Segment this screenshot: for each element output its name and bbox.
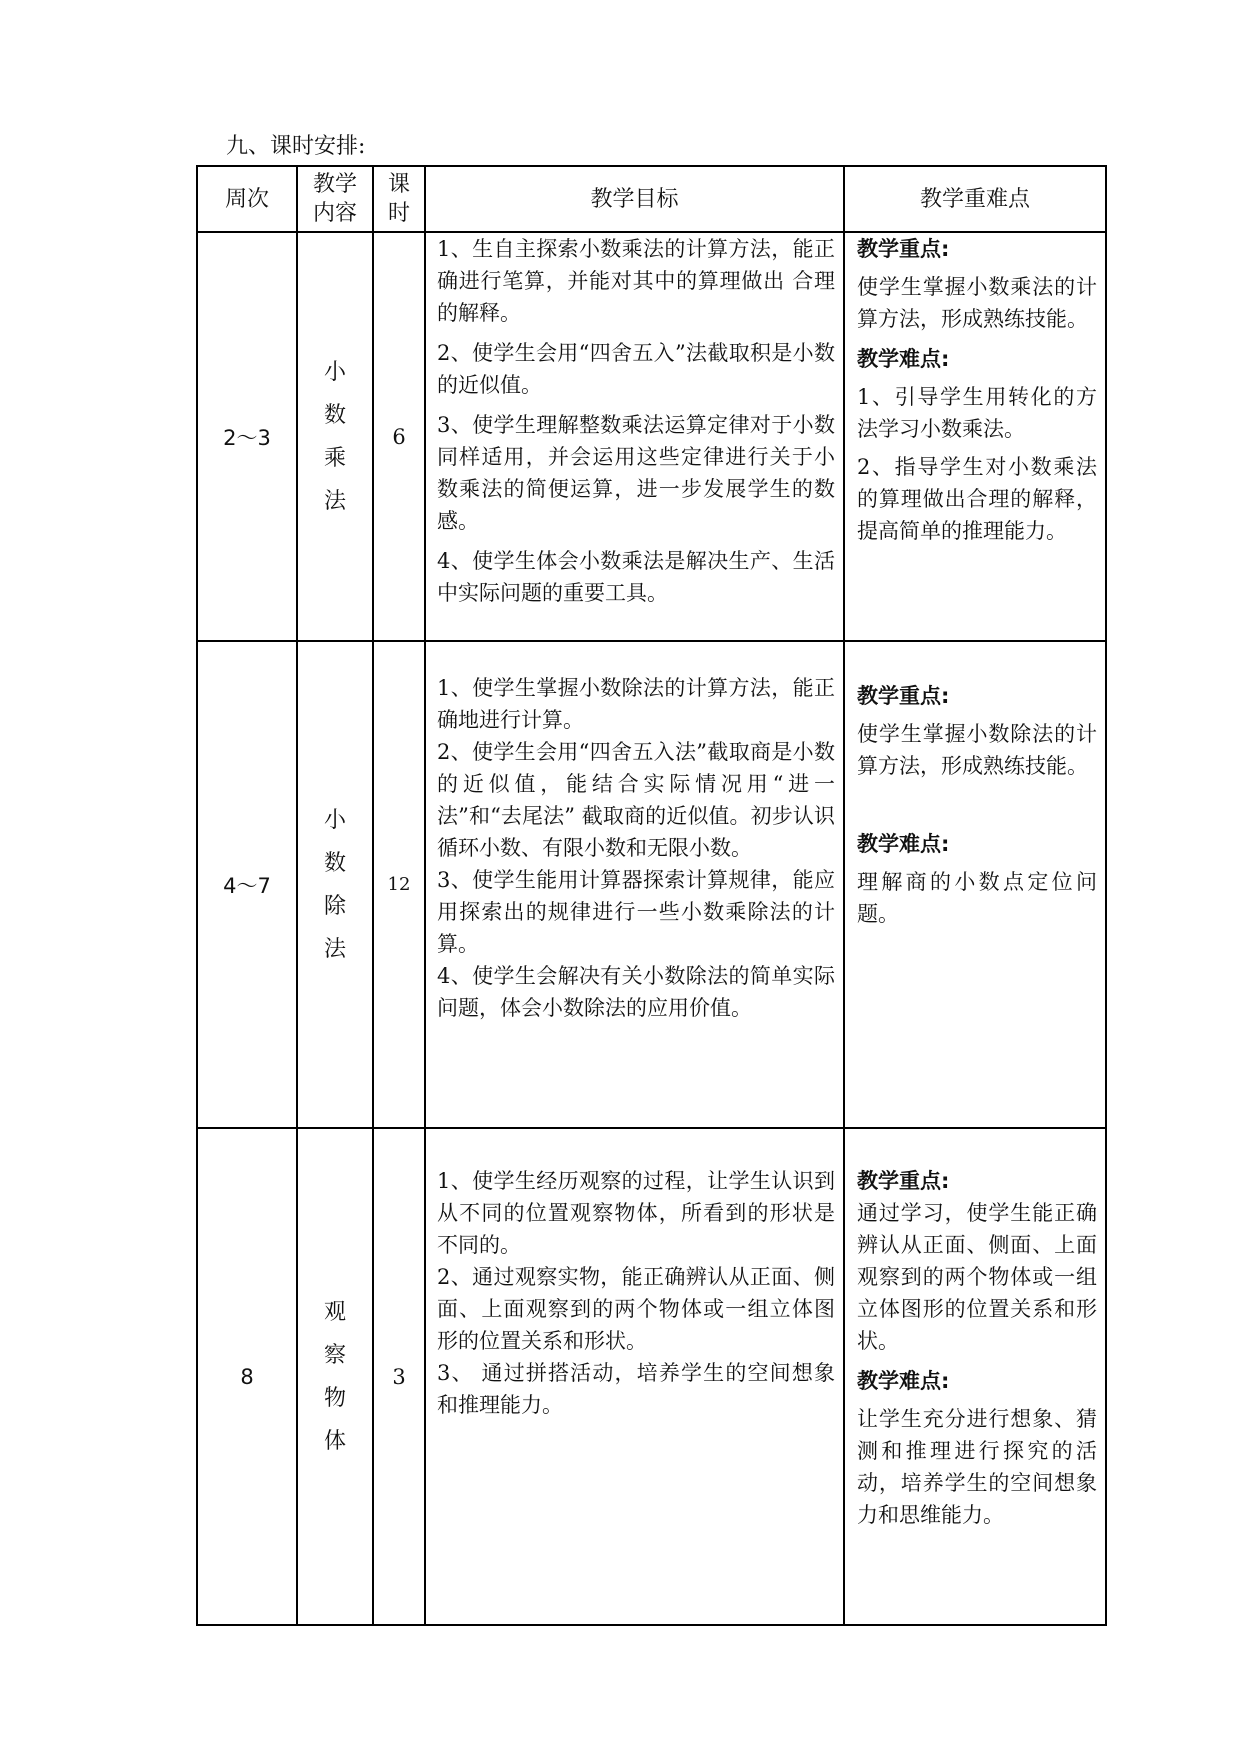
goal-item: 1、使学生掌握小数除法的计算方法，能正确地进行计算。	[437, 676, 835, 732]
topic-char: 小	[323, 807, 346, 833]
goal-item: 4、使学生体会小数乘法是解决生产、生活中实际问题的重要工具。	[437, 549, 835, 605]
key-point: 通过学习，使学生能正确辨认从正面、侧面、上面观察到的两个物体或一组立体图形的位置关系和形状。	[857, 1201, 1097, 1353]
goal-item: 3、使学生理解整数乘法运算定律对于小数同样适用，并会运用这些定律进行关于小数乘法的简便运算，进一步发展学生的数感。	[437, 413, 835, 533]
goal-item: 3、 通过拼搭活动，培养学生的空间想象和推理能力。	[437, 1361, 835, 1417]
table-row	[197, 641, 1106, 1128]
goals-cell	[425, 232, 844, 641]
goal-item: 3、使学生能用计算器探索计算规律，能应用探索出的规律进行一些小数乘除法的计算。	[437, 868, 835, 956]
difficulty-label: 教学难点:	[857, 1369, 950, 1393]
topic-char: 小	[323, 359, 346, 385]
key-label: 教学重点:	[857, 237, 950, 261]
topic-char: 除	[323, 893, 346, 919]
hours-cell: 12	[373, 641, 425, 1128]
topic-cell	[297, 1128, 373, 1625]
key-label: 教学重点:	[857, 684, 950, 708]
topic-char: 数	[323, 850, 346, 876]
keypoints-cell	[844, 232, 1106, 641]
topic-char: 法	[323, 936, 346, 962]
schedule-table	[196, 165, 1107, 1626]
topic-char: 体	[323, 1428, 346, 1454]
header-hours-text: 课时	[387, 172, 410, 226]
difficulty-point: 理解商的小数点定位问题。	[857, 870, 1097, 926]
key-point: 使学生掌握小数乘法的计算方法，形成熟练技能。	[857, 275, 1097, 331]
week-cell: 8	[197, 1128, 297, 1625]
hours-cell: 3	[373, 1128, 425, 1625]
keypoints-cell	[844, 1128, 1106, 1625]
keypoints-cell	[844, 641, 1106, 1128]
topic-char: 物	[323, 1385, 346, 1411]
header-goals: 教学目标	[425, 166, 844, 232]
table-row	[197, 232, 1106, 641]
goals-cell	[425, 641, 844, 1128]
header-row	[197, 166, 1106, 232]
goal-item: 2、使学生会用“四舍五入法”截取商是小数的近似值，能结合实际情况用“进一法”和“去尾法” 截取商的近似值。初步认识循环小数、有限小数和无限小数。	[437, 740, 835, 860]
goals-cell	[425, 1128, 844, 1625]
goal-item: 2、通过观察实物，能正确辨认从正面、侧面、上面观察到的两个物体或一组立体图形的位置关系和形状。	[437, 1265, 835, 1353]
header-week: 周次	[197, 166, 297, 232]
week-cell: 4～7	[197, 641, 297, 1128]
difficulty-point: 1、引导学生用转化的方法学习小数乘法。	[857, 385, 1097, 441]
goal-item: 2、使学生会用“四舍五入”法截取积是小数的近似值。	[437, 341, 835, 397]
topic-cell	[297, 232, 373, 641]
difficulty-label: 教学难点:	[857, 347, 950, 371]
goal-item: 1、使学生经历观察的过程，让学生认识到从不同的位置观察物体，所看到的形状是不同的。	[437, 1169, 835, 1257]
goal-item: 1、生自主探索小数乘法的计算方法，能正确进行笔算，并能对其中的算理做出 合理的解释。	[437, 237, 835, 325]
difficulty-point: 让学生充分进行想象、猜测和推理进行探究的活动，培养学生的空间想象力和思维能力。	[857, 1407, 1097, 1527]
topic-cell	[297, 641, 373, 1128]
topic-char: 数	[323, 402, 346, 428]
topic-char: 乘	[323, 445, 346, 471]
hours-cell: 6	[373, 232, 425, 641]
topic-char: 观	[323, 1299, 346, 1325]
topic-char: 察	[323, 1342, 346, 1368]
goal-item: 4、使学生会解决有关小数除法的简单实际问题，体会小数除法的应用价值。	[437, 964, 835, 1020]
key-label: 教学重点:	[857, 1169, 950, 1193]
header-content-text: 教学内容	[312, 172, 357, 226]
header-hours	[373, 166, 425, 232]
key-point: 使学生掌握小数除法的计算方法，形成熟练技能。	[857, 722, 1097, 778]
header-content	[297, 166, 373, 232]
section-title: 九、课时安排:	[226, 134, 366, 159]
difficulty-label: 教学难点:	[857, 832, 950, 856]
week-cell: 2～3	[197, 232, 297, 641]
topic-char: 法	[323, 488, 346, 514]
difficulty-point: 2、指导学生对小数乘法的算理做出合理的解释，提高简单的推理能力。	[857, 455, 1097, 543]
table-row	[197, 1128, 1106, 1625]
header-keypoints: 教学重难点	[844, 166, 1106, 232]
